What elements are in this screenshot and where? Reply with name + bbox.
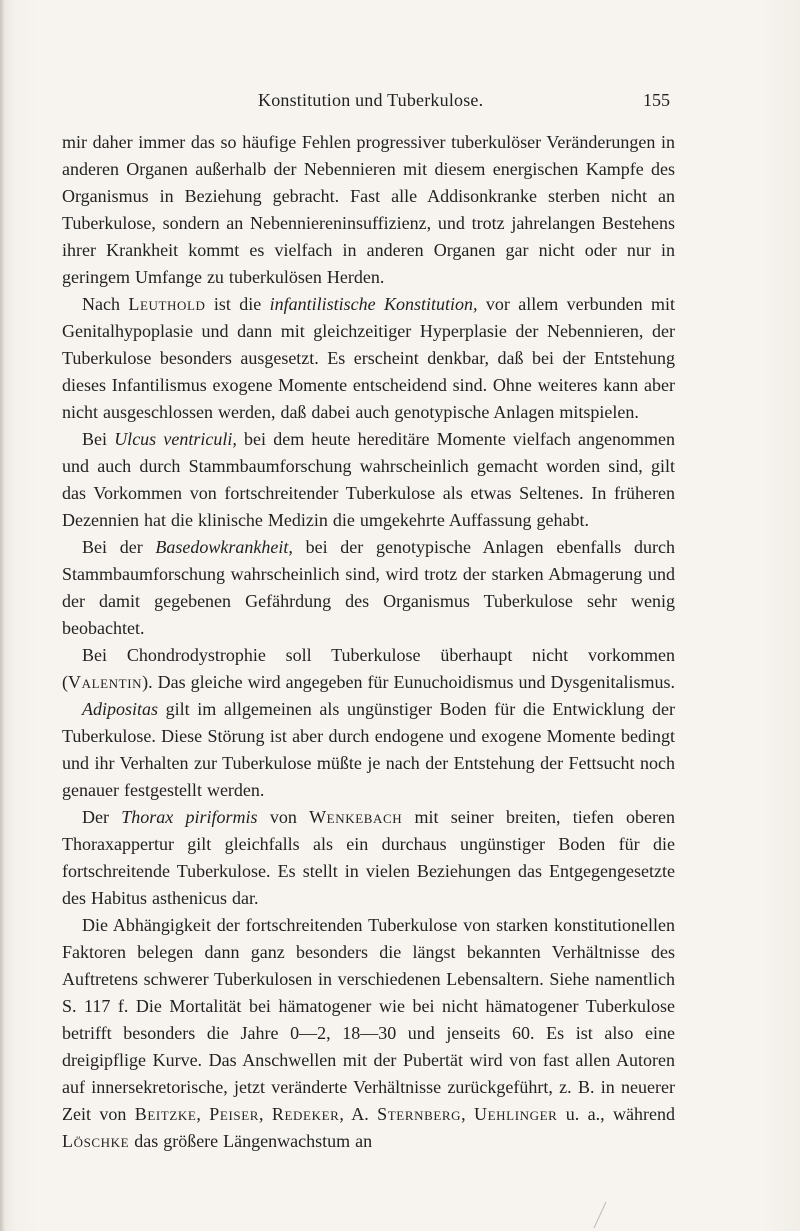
paragraph [62,426,675,534]
text-run: ist die [205,294,270,314]
binding-shadow [0,0,5,1231]
text-run: das größere Längenwachstum an [129,1131,373,1151]
emphasized-term: Thorax piriformis [121,807,258,827]
text-run: von [257,807,310,827]
text-run: Die Abhängigkeit der fortschreitenden Tuberkulose von starken konstitutionellen Faktoren belegen dann ganz besonders die längst bekannten Verhältnisse des Auftretens schwerer Tuberkulosen in verschiedenen Lebensaltern. Siehe namentlich S. 117 f. Die Mortalität bei hämatogener wie bei nicht hämatogener Tuberkulose betrifft besonders die Jahre 0—2, 18—30 und jenseits 60. Es ist also eine dreigipflige Kurve. Das Anschwellen mit der Pubertät wird von fast allen Autoren auf innersekretorische, jetzt veränderte Verhältnisse zurückgeführt, z. B. in neuerer Zeit von [62,915,675,1124]
text-run: Bei Chondrodystrophie soll Tuberkulose überhaupt nicht vorkommen ( [62,645,675,692]
author-name: Wenkebach [309,807,403,827]
emphasized-term: Ulcus ventriculi, [114,429,237,449]
text-run: Der [82,807,122,827]
author-name: Löschke [62,1131,130,1151]
text-run: bei der genotypische Anlagen ebenfalls durch Stammbaumforschung wahrscheinlich sind, wird trotz der starken Abmagerung und der damit gegebenen Gefährdung des Organismus Tuberkulose sehr wenig beobachtet. [62,537,675,638]
text-run: mir daher immer das so häufige Fehlen progressiver tuberkulöser Veränderungen in anderen Organen außerhalb der Nebennieren mit diesem energischen Kampfe des Organismus in Beziehung gebracht. Fast alle Addisonkranke sterben nicht an Tuberkulose, sondern an Nebenniereninsuffizienz, und trotz jahrelangen Bestehens ihrer Krankheit kommt es vielfach in anderen Organen gar nicht oder nur in geringem Umfange zu tuberkulösen Herden. [62,132,675,287]
text-run: , A. [339,1104,378,1124]
text-run: , [259,1104,272,1124]
emphasized-term: infantilistische Konstitution, [269,294,478,314]
text-run: Nach [82,294,129,314]
paragraph [62,642,675,696]
paragraph [62,696,675,804]
paragraph [62,534,675,642]
author-name: Uehlinger [474,1104,558,1124]
author-name: Redeker [271,1104,340,1124]
paragraph [62,912,675,1155]
author-name: Sternberg [377,1104,462,1124]
paragraph [62,129,675,291]
emphasized-term: Adipositas [82,699,159,719]
paragraph [62,804,675,912]
text-run: bei dem heute hereditäre Momente vielfach angenommen und auch durch Stammbaumforschung wahrscheinlich gemacht worden sind, gilt das Vorkommen von fortschreitender Tuberkulose als etwas Seltenes. In früheren Dezennien hat die klinische Medizin die umgekehrte Auffassung gehabt. [62,429,675,530]
body-text [62,129,675,1155]
author-name: Peiser [209,1104,260,1124]
text-run: Bei der [82,537,156,557]
text-run: u. a., während [557,1104,676,1124]
running-title: Konstitution und Tuberkulose. [258,90,484,110]
text-run: mit seiner breiten, tiefen oberen Thoraxappertur gilt gleichfalls als ein durchaus ungünstiger Boden für die fortschreitende Tuberkulose. Es stellt in vielen Beziehungen das Entgegengesetzte des Habitus asthenicus dar. [62,807,676,908]
author-name: Valentin [68,672,143,692]
text-run: gilt im allgemeinen als ungünstiger Boden für die Entwicklung der Tuberkulose. Diese Störung ist aber durch endogene und exogene Momente bedingt und ihr Verhalten zur Tuberkulose müßte je nach der Entstehung der Fettsucht noch genauer festgestellt werden. [62,699,675,800]
pencil-mark [590,1200,610,1230]
page-number: 155 [643,90,670,110]
text-run: Bei [82,429,115,449]
author-name: Beitzke [134,1104,197,1124]
text-run: , [196,1104,210,1124]
text-run: , [461,1104,475,1124]
text-run: vor allem verbunden mit Genitalhypoplasie und dann mit gleichzeitiger Hyperplasie der Nebennieren, der Tuberkulose besonders ausgesetzt. Es erscheint denkbar, daß bei der Entstehung dieses Infantilismus exogene Momente entscheidend sind. Ohne weiteres kann aber nicht ausgeschlossen werden, daß dabei auch genotypische Anlagen mitspielen. [62,294,675,422]
emphasized-term: Basedowkrankheit, [155,537,293,557]
paragraph [62,291,675,426]
text-run: ). Das gleiche wird angegeben für Eunuchoidismus und Dysgenitalismus. [142,672,676,692]
page-header [0,90,800,120]
author-name: Leuthold [128,294,206,314]
